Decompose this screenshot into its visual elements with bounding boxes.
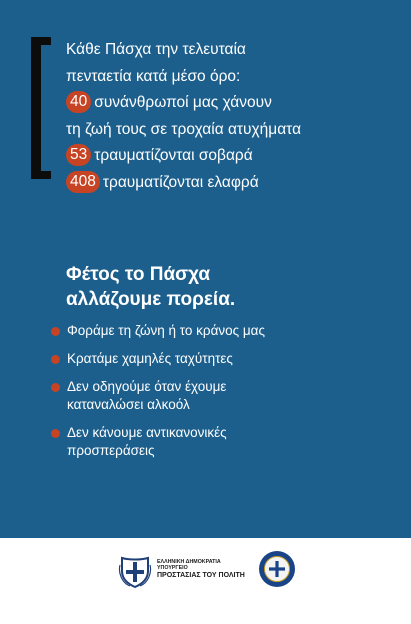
- tip-line-continued: προσπεράσεις: [67, 443, 155, 458]
- headline-line-2: αλλάζουμε πορεία.: [66, 289, 236, 310]
- bullet-dot-icon: [51, 383, 60, 392]
- ministry-name-block: [157, 559, 245, 580]
- deaths-row: [66, 90, 301, 117]
- stats-line-1: Κάθε Πάσχα την τελευταία: [66, 41, 246, 58]
- hellenic-police-badge-icon: [258, 550, 296, 588]
- greek-coat-of-arms-icon: [118, 555, 152, 589]
- ministry-line-2: ΥΠΟΥΡΓΕΙΟ: [157, 565, 188, 572]
- serious-injuries-row: [66, 143, 301, 170]
- headline-line-1: Φέτος το Πάσχα: [66, 264, 211, 285]
- bullet-dot-icon: [51, 429, 60, 438]
- bullet-dot-icon: [51, 355, 60, 364]
- tip-item: [51, 424, 265, 460]
- tip-line-continued: καταναλώσει αλκοόλ: [67, 397, 190, 412]
- serious-number-badge: 53: [66, 144, 91, 166]
- tip-line: Δεν κάνουμε αντικανονικές: [67, 425, 227, 440]
- safety-tips-list: [51, 322, 265, 470]
- ministry-line-1: ΕΛΛΗΝΙΚΗ ΔΗΜΟΚΡΑΤΙΑ: [157, 559, 221, 565]
- light-injuries-row: [66, 170, 301, 197]
- left-bracket-decoration: [31, 37, 41, 179]
- tip-item: [51, 322, 265, 340]
- tip-line: Φοράμε τη ζώνη ή το κράνος μας: [67, 323, 265, 338]
- headline: [66, 262, 235, 312]
- tip-line: Δεν οδηγούμε όταν έχουμε: [67, 379, 227, 394]
- stats-line-2: πενταετία κατά μέσο όρο:: [66, 67, 241, 85]
- ministry-line-3: ΠΡΟΣΤΑΣΙΑΣ ΤΟΥ ΠΟΛΙΤΗ: [157, 571, 245, 579]
- light-number-badge: 408: [66, 171, 100, 193]
- statistics-block: [66, 37, 301, 196]
- serious-injuries-text: τραυματίζονται σοβαρά: [94, 147, 253, 164]
- deaths-text: συνάνθρωποί μας χάνουν: [94, 94, 272, 111]
- bullet-dot-icon: [51, 327, 60, 336]
- deaths-number-badge: 40: [66, 91, 91, 113]
- light-injuries-text: τραυματίζονται ελαφρά: [102, 173, 259, 191]
- tip-line: Κρατάμε χαμηλές ταχύτητες: [67, 351, 233, 366]
- deaths-text-continued: τη ζωή τους σε τροχαία ατυχήματα: [66, 120, 302, 138]
- tip-item: [51, 378, 265, 414]
- tip-item: [51, 350, 265, 368]
- footer-logos: [0, 538, 411, 624]
